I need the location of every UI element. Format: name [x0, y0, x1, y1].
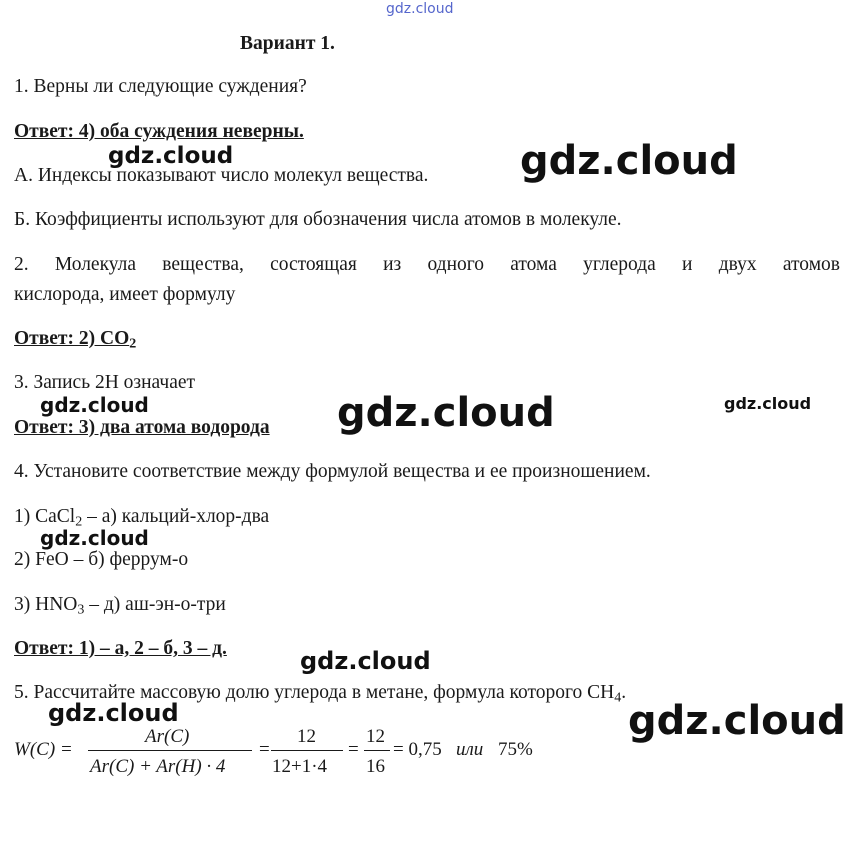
statement-a: А. Индексы показывают число молекул вещества. — [14, 165, 429, 186]
question-3: 3. Запись 2Н означает — [14, 372, 196, 393]
fraction-3-denominator: 16 — [366, 756, 385, 777]
watermark: gdz.cloud — [520, 138, 738, 184]
match-item-2: 2) FeO – б) феррум-о — [14, 549, 189, 570]
watermark: gdz.cloud — [40, 393, 149, 417]
match-item-3-reading: – д) аш-эн-о-три — [84, 594, 226, 615]
watermark: gdz.cloud — [300, 647, 431, 675]
question-5-end: . — [621, 682, 627, 703]
watermark: gdz.cloud — [48, 699, 179, 727]
fraction-2-bar — [271, 750, 343, 751]
fraction-1-denominator: Ar(C) + Ar(H) · 4 — [90, 756, 226, 777]
question-4: 4. Установите соответствие между формулой вещества и ее произношением. — [14, 461, 651, 482]
match-item-3 — [14, 594, 226, 618]
watermark: gdz.cloud — [724, 394, 812, 413]
watermark: gdz.cloud — [337, 390, 555, 436]
match-item-1-reading: – а) кальций-хлор-два — [82, 506, 270, 527]
watermark: gdz.cloud — [40, 526, 149, 550]
mass-fraction-formula — [14, 722, 574, 784]
fraction-1-bar — [88, 750, 252, 751]
question-1: 1. Верны ли следующие суждения? — [14, 76, 307, 97]
page-title: Вариант 1. — [240, 33, 335, 54]
match-item-1-subscript: 2 — [75, 513, 83, 530]
formula-lhs: W(C) = — [14, 739, 73, 760]
answer-2-text: Ответ: 2) CO — [14, 328, 130, 349]
question-2-line2: кислорода, имеет формулу — [14, 284, 236, 305]
answer-3: Ответ: 3) два атома водорода — [14, 417, 270, 438]
question-5-text: 5. Рассчитайте массовую долю углерода в метане, формула которого CH — [14, 682, 615, 703]
equals-2: = — [348, 739, 359, 760]
fraction-2-denominator: 12+1·4 — [272, 756, 328, 777]
formula-percent: 75% — [498, 739, 533, 760]
formula-or: или — [456, 739, 484, 760]
match-item-3-subscript: 3 — [77, 601, 85, 618]
fraction-2-numerator: 12 — [297, 726, 316, 747]
fraction-3-numerator: 12 — [366, 726, 385, 747]
watermark: gdz.cloud — [108, 143, 234, 169]
equals-1: = — [259, 739, 270, 760]
fraction-3-bar — [364, 750, 390, 751]
question-2-line1 — [14, 254, 840, 276]
statement-b: Б. Коэффициенты используют для обозначения числа атомов в молекуле. — [14, 209, 622, 230]
match-item-3-formula: 3) HNO — [14, 594, 78, 615]
answer-2-subscript: 2 — [129, 335, 137, 352]
question-5-subscript: 4 — [614, 689, 622, 706]
answer-2 — [14, 328, 136, 352]
question-2-line1-text: 2. Молекула вещества, состоящая из одного атома углерода и двух атомов — [14, 254, 840, 275]
answer-1: Ответ: 4) оба суждения неверны. — [14, 121, 304, 142]
watermark-top: gdz.cloud — [386, 1, 454, 17]
match-item-1-formula: 1) CaCl — [14, 506, 76, 527]
answer-4: Ответ: 1) – а, 2 – б, 3 – д. — [14, 638, 227, 659]
watermark: gdz.cloud — [628, 698, 846, 744]
formula-result: = 0,75 — [393, 739, 442, 760]
fraction-1-numerator: Ar(C) — [145, 726, 190, 747]
